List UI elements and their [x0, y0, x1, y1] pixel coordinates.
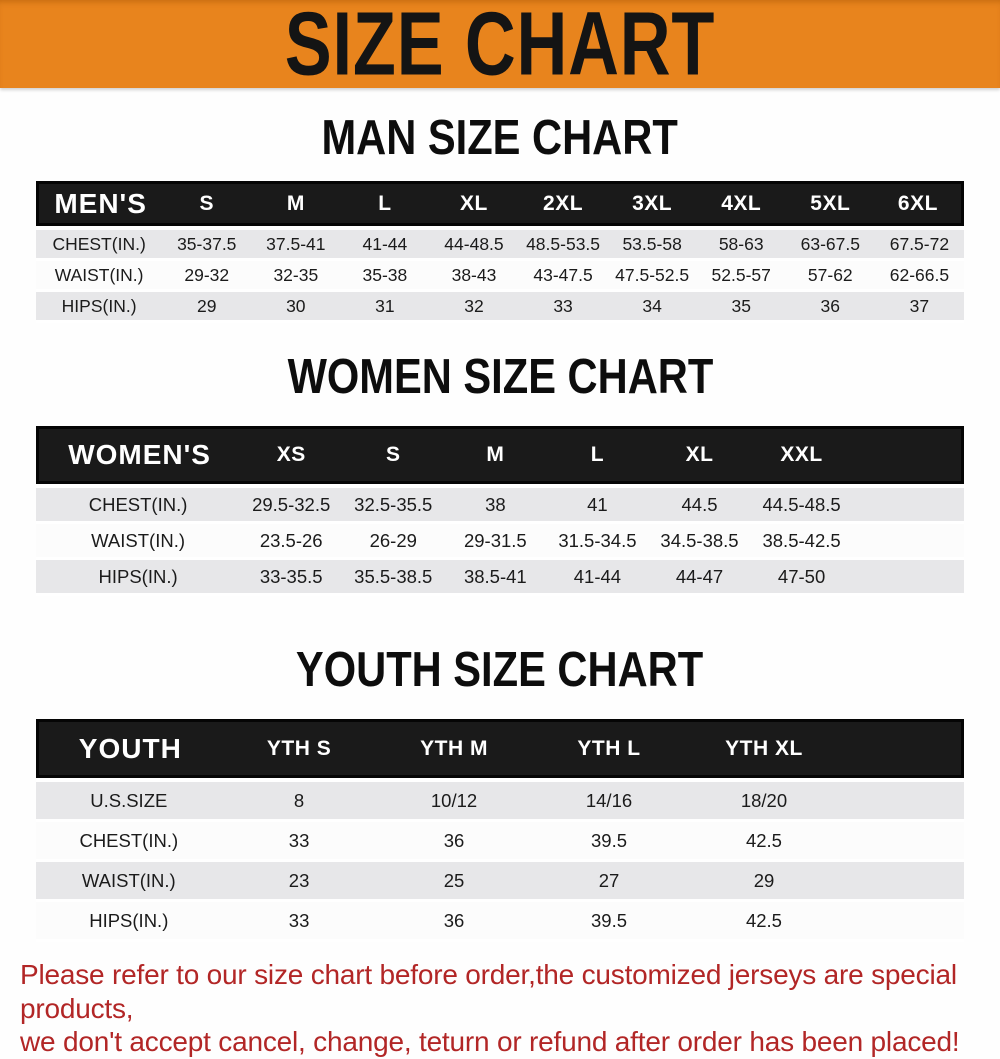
table-header-row [36, 719, 964, 778]
size-cell: 44.5-48.5 [751, 484, 853, 524]
page-title: SIZE CHART [284, 0, 716, 94]
sections [0, 111, 1000, 942]
size-cell: 48.5-53.5 [519, 226, 608, 261]
column-header: M [444, 426, 546, 484]
size-cell: 23.5-26 [240, 524, 342, 560]
size-cell: 38.5-41 [444, 560, 546, 596]
size-cell: 53.5-58 [608, 226, 697, 261]
size-cell: 14/16 [532, 778, 687, 822]
section-1 [0, 111, 1000, 323]
table-header-label: YOUTH [36, 719, 222, 778]
table-row [36, 226, 964, 261]
size-cell: 34.5-38.5 [648, 524, 750, 560]
column-header: 3XL [608, 181, 697, 226]
table-row [36, 484, 964, 524]
column-header: XXL [751, 426, 853, 484]
row-label: HIPS(IN.) [36, 292, 162, 323]
row-label: CHEST(IN.) [36, 822, 222, 862]
column-header: 4XL [697, 181, 786, 226]
size-cell: 33 [222, 902, 377, 942]
section-2 [0, 350, 1000, 596]
size-cell: 35-37.5 [162, 226, 251, 261]
table-row [36, 292, 964, 323]
column-header: YTH S [222, 719, 377, 778]
size-cell: 47-50 [751, 560, 853, 596]
table-row [36, 560, 964, 596]
size-cell: 43-47.5 [519, 261, 608, 292]
size-cell: 39.5 [532, 902, 687, 942]
size-cell: 23 [222, 862, 377, 902]
column-header: 2XL [519, 181, 608, 226]
size-cell: 33-35.5 [240, 560, 342, 596]
header-spacer [853, 426, 964, 484]
size-cell: 33 [519, 292, 608, 323]
row-label: WAIST(IN.) [36, 261, 162, 292]
row-spacer [853, 560, 964, 596]
size-cell: 33 [222, 822, 377, 862]
size-cell: 31 [340, 292, 429, 323]
size-cell: 8 [222, 778, 377, 822]
size-cell: 38-43 [429, 261, 518, 292]
size-cell: 29-32 [162, 261, 251, 292]
column-header: YTH XL [687, 719, 842, 778]
row-label: U.S.SIZE [36, 778, 222, 822]
size-cell: 41-44 [546, 560, 648, 596]
size-cell: 32-35 [251, 261, 340, 292]
footer-line-1: Please refer to our size chart before order,the customized jerseys are special products, [20, 959, 957, 1024]
column-header: XS [240, 426, 342, 484]
size-cell: 42.5 [687, 822, 842, 862]
section-title: MAN SIZE CHART [321, 111, 679, 165]
row-spacer [841, 902, 964, 942]
header-spacer [841, 719, 964, 778]
size-cell: 41 [546, 484, 648, 524]
table-header-row [36, 426, 964, 484]
table-row [36, 778, 964, 822]
column-header: 5XL [786, 181, 875, 226]
size-cell: 34 [608, 292, 697, 323]
size-cell: 44.5 [648, 484, 750, 524]
table-row [36, 524, 964, 560]
size-cell: 36 [786, 292, 875, 323]
size-cell: 29 [687, 862, 842, 902]
table-row [36, 862, 964, 902]
size-table [36, 181, 964, 323]
column-header: L [546, 426, 648, 484]
row-label: CHEST(IN.) [36, 484, 240, 524]
size-cell: 30 [251, 292, 340, 323]
column-header: S [162, 181, 251, 226]
size-cell: 62-66.5 [875, 261, 964, 292]
size-cell: 29 [162, 292, 251, 323]
column-header: YTH M [377, 719, 532, 778]
footer-line-2: we don't accept cancel, change, teturn or refund after order has been placed! [20, 1026, 960, 1058]
row-spacer [853, 484, 964, 524]
size-cell: 52.5-57 [697, 261, 786, 292]
size-cell: 57-62 [786, 261, 875, 292]
column-header: YTH L [532, 719, 687, 778]
size-cell: 36 [377, 822, 532, 862]
column-header: S [342, 426, 444, 484]
table-header-row [36, 181, 964, 226]
size-cell: 36 [377, 902, 532, 942]
footer-disclaimer [20, 958, 986, 1059]
size-cell: 35-38 [340, 261, 429, 292]
row-spacer [841, 822, 964, 862]
column-header: XL [429, 181, 518, 226]
size-cell: 31.5-34.5 [546, 524, 648, 560]
row-label: HIPS(IN.) [36, 560, 240, 596]
row-label: WAIST(IN.) [36, 862, 222, 902]
row-spacer [841, 862, 964, 902]
size-cell: 67.5-72 [875, 226, 964, 261]
size-cell: 42.5 [687, 902, 842, 942]
size-cell: 10/12 [377, 778, 532, 822]
size-cell: 63-67.5 [786, 226, 875, 261]
size-table [36, 719, 964, 942]
size-cell: 44-47 [648, 560, 750, 596]
size-chart-banner [0, 0, 1000, 94]
size-cell: 38.5-42.5 [751, 524, 853, 560]
size-cell: 47.5-52.5 [608, 261, 697, 292]
size-cell: 39.5 [532, 822, 687, 862]
column-header: L [340, 181, 429, 226]
size-cell: 32 [429, 292, 518, 323]
size-cell: 29.5-32.5 [240, 484, 342, 524]
row-label: WAIST(IN.) [36, 524, 240, 560]
row-spacer [841, 778, 964, 822]
size-cell: 37.5-41 [251, 226, 340, 261]
size-table [36, 426, 964, 596]
section-3 [0, 643, 1000, 942]
row-label: HIPS(IN.) [36, 902, 222, 942]
section-title: WOMEN SIZE CHART [287, 350, 713, 404]
column-header: XL [648, 426, 750, 484]
size-cell: 27 [532, 862, 687, 902]
table-header-label: MEN'S [36, 181, 162, 226]
size-cell: 58-63 [697, 226, 786, 261]
section-title: YOUTH SIZE CHART [296, 643, 704, 697]
column-header: 6XL [875, 181, 964, 226]
table-row [36, 261, 964, 292]
size-cell: 41-44 [340, 226, 429, 261]
table-row [36, 822, 964, 862]
row-spacer [853, 524, 964, 560]
size-cell: 38 [444, 484, 546, 524]
size-cell: 35 [697, 292, 786, 323]
size-cell: 29-31.5 [444, 524, 546, 560]
table-row [36, 902, 964, 942]
table-header-label: WOMEN'S [36, 426, 240, 484]
size-cell: 37 [875, 292, 964, 323]
size-cell: 18/20 [687, 778, 842, 822]
size-cell: 25 [377, 862, 532, 902]
size-cell: 26-29 [342, 524, 444, 560]
row-label: CHEST(IN.) [36, 226, 162, 261]
size-cell: 44-48.5 [429, 226, 518, 261]
size-cell: 35.5-38.5 [342, 560, 444, 596]
column-header: M [251, 181, 340, 226]
size-cell: 32.5-35.5 [342, 484, 444, 524]
